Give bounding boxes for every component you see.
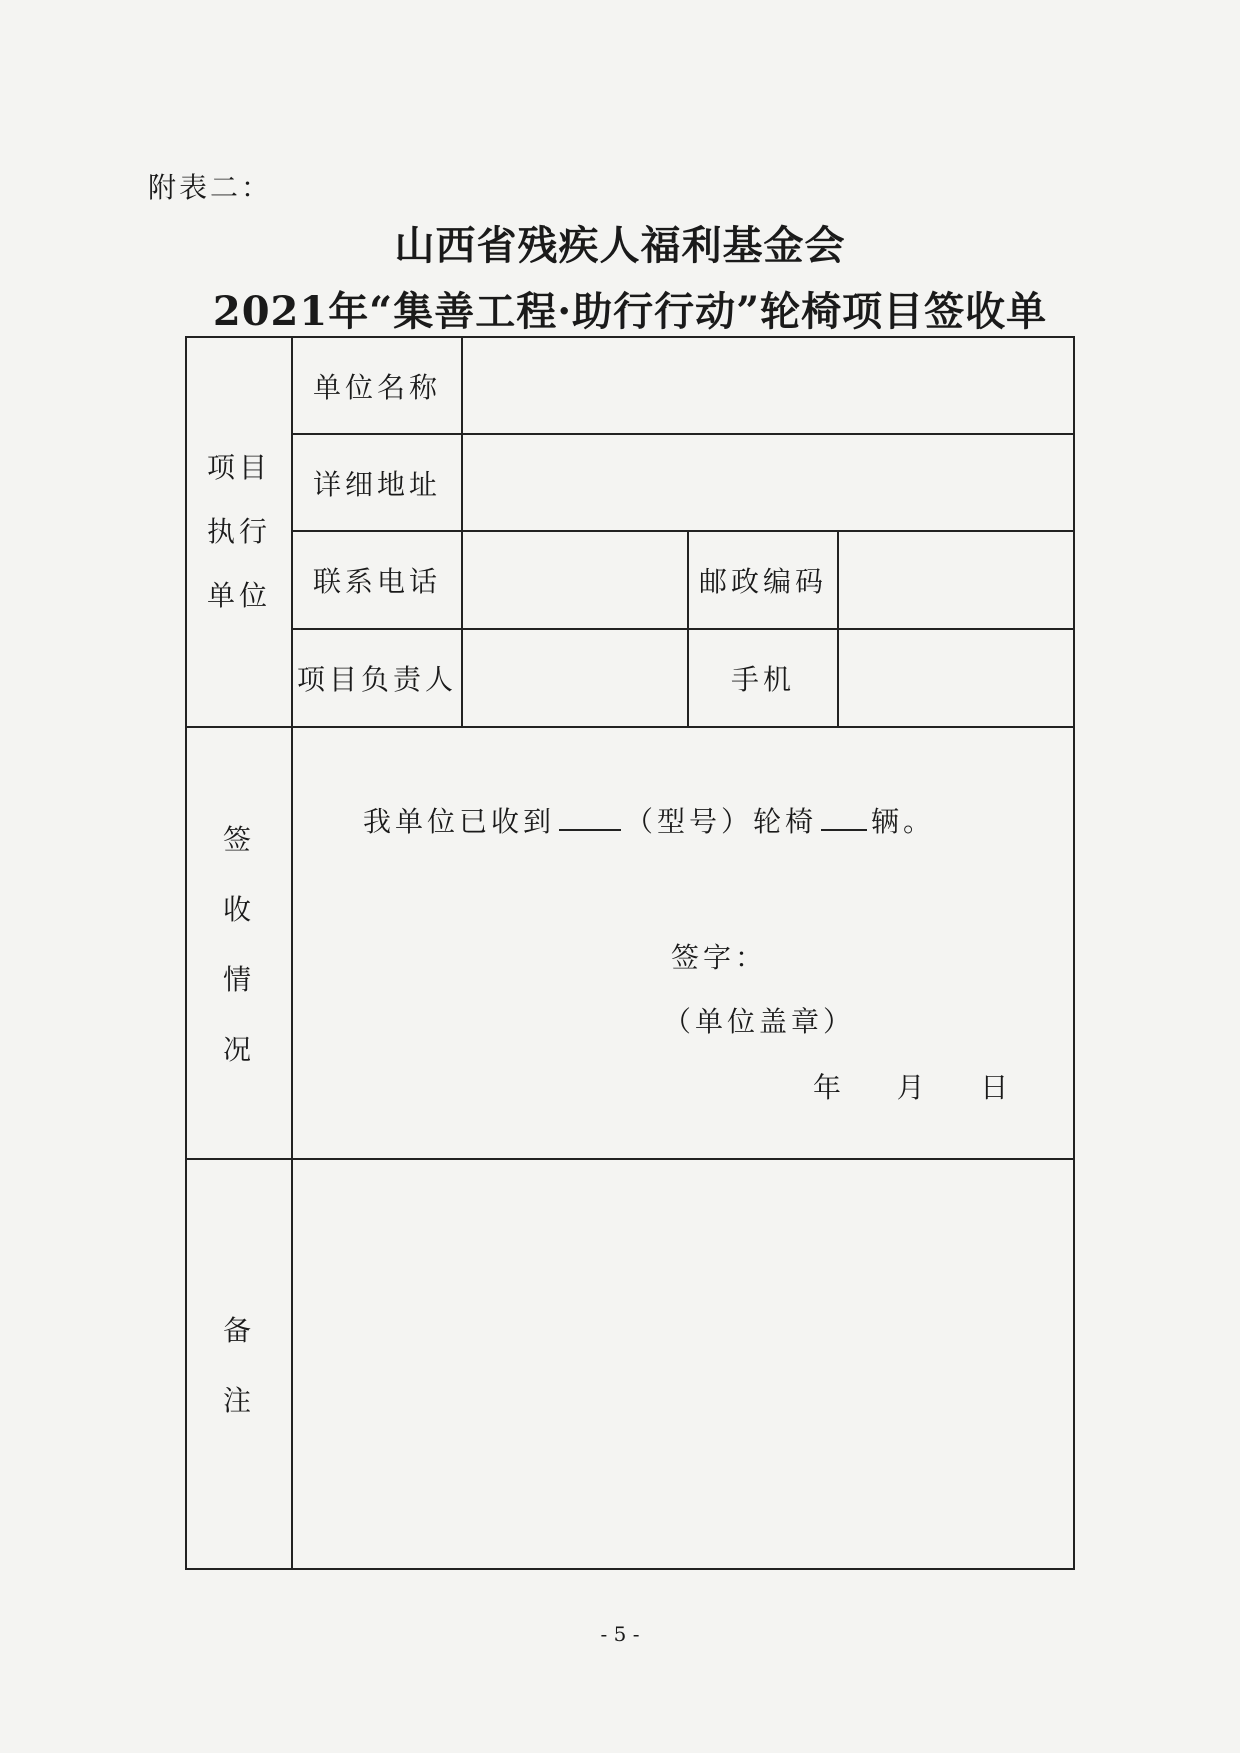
- receipt-label-char1: 签: [222, 823, 255, 856]
- manager-field[interactable]: [463, 630, 689, 728]
- receipt-label-char2: 收: [222, 893, 255, 926]
- receipt-section-label: [187, 728, 293, 1160]
- execution-label-line2: 执行: [206, 515, 271, 548]
- attachment-label: 附表二：: [148, 171, 273, 204]
- page-number: - 5 -: [600, 1622, 640, 1646]
- notes-field[interactable]: [293, 1160, 1075, 1568]
- quantity-blank[interactable]: [821, 805, 867, 831]
- form-title-line1: 山西省残疾人福利基金会: [394, 222, 846, 269]
- execution-unit-section-label: [187, 338, 293, 728]
- unit-name-label: 单位名称: [293, 338, 463, 435]
- statement-part2: （型号）轮椅: [625, 805, 818, 838]
- model-blank[interactable]: [559, 805, 621, 831]
- statement-part1: 我单位已收到: [363, 805, 556, 838]
- receipt-statement: [363, 800, 935, 840]
- form-title-line2: 2021年“集善工程·助行行动”轮椅项目签收单: [212, 288, 1048, 335]
- receipt-content-area: [293, 728, 1075, 1160]
- manager-label: 项目负责人: [293, 630, 463, 728]
- notes-label-char2: 注: [222, 1384, 255, 1417]
- mobile-field[interactable]: [839, 630, 1075, 728]
- address-field[interactable]: [463, 435, 1075, 532]
- notes-label-char1: 备: [222, 1314, 255, 1347]
- receipt-label-char4: 况: [222, 1033, 255, 1066]
- address-label: 详细地址: [293, 435, 463, 532]
- notes-section-label: [187, 1160, 293, 1568]
- postcode-label: 邮政编码: [689, 532, 839, 630]
- receipt-label-char3: 情: [222, 963, 255, 996]
- stamp-label: （单位盖章）: [663, 1005, 856, 1038]
- mobile-label: 手机: [689, 630, 839, 728]
- statement-part3: 辆。: [871, 805, 936, 838]
- postcode-field[interactable]: [839, 532, 1075, 630]
- phone-field[interactable]: [463, 532, 689, 630]
- unit-name-field[interactable]: [463, 338, 1075, 435]
- execution-label-line3: 单位: [206, 579, 271, 612]
- receipt-form-table: [185, 336, 1075, 1570]
- date-label: 年 月 日: [813, 1071, 1013, 1104]
- execution-label-line1: 项目: [206, 451, 271, 484]
- phone-label: 联系电话: [293, 532, 463, 630]
- signature-label: 签字：: [671, 941, 768, 974]
